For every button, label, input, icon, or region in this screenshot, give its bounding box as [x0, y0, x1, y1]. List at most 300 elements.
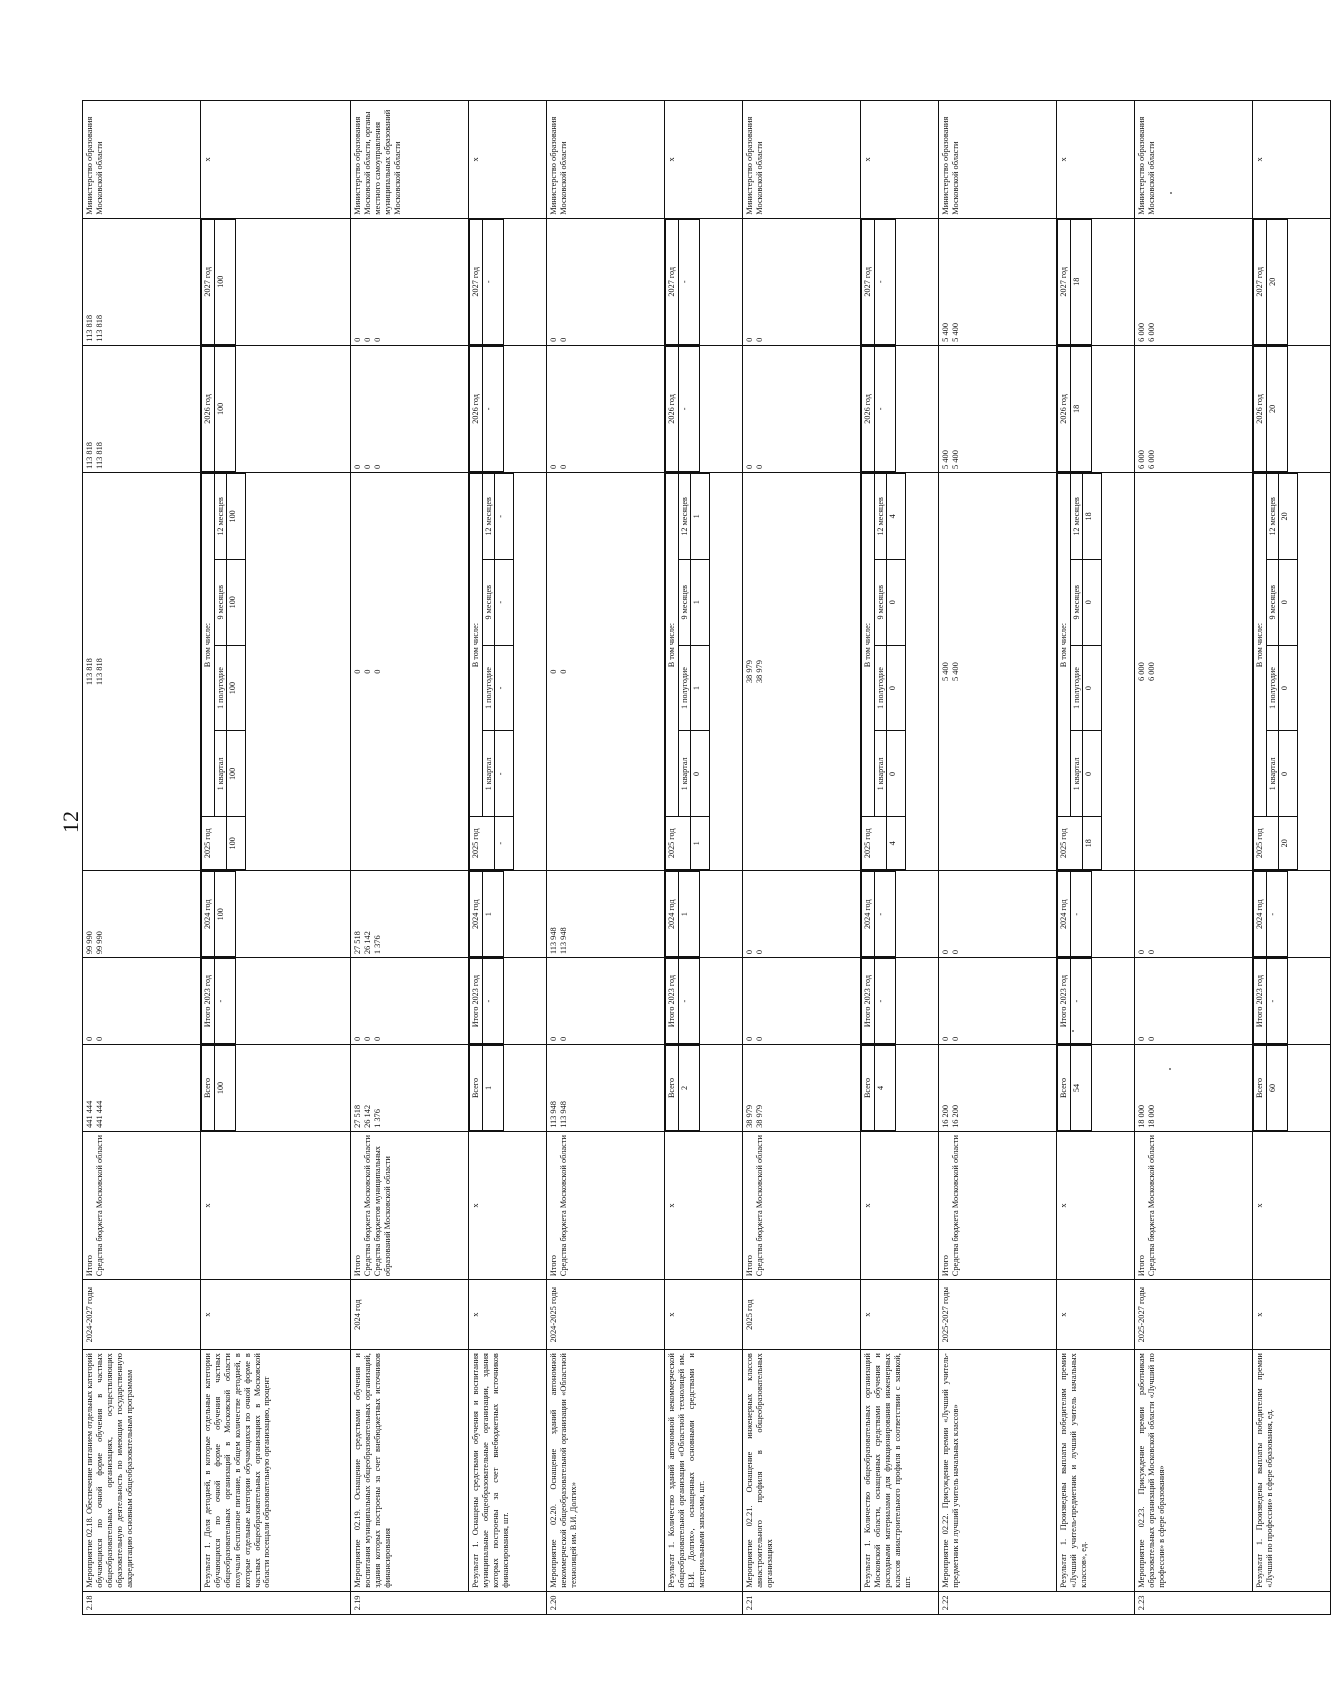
result-executor: х	[469, 101, 547, 219]
amount-2026-value-line: 0	[363, 464, 372, 469]
total-amount	[1135, 1045, 1253, 1132]
amount-2024-value-line: 99 990	[95, 931, 104, 955]
funding-source-item-line: Средства бюджета Московской области	[363, 1135, 372, 1277]
result-total-number: 54	[1070, 1046, 1091, 1131]
row-number: 2.20	[547, 1591, 743, 1614]
result-2023-val	[1070, 959, 1091, 1044]
amount-2023-value	[941, 961, 961, 1041]
amount-2024-value-line: 0	[951, 949, 960, 955]
result-2027-label: 2027 год	[1058, 219, 1071, 344]
result-source: х	[861, 1131, 939, 1279]
total-amount	[743, 1045, 861, 1132]
result-2024-inner	[665, 871, 700, 957]
result-2027	[1253, 218, 1331, 345]
quarter-value: 1	[691, 473, 710, 559]
v-tom-chisle-label: В том числе:	[1058, 473, 1071, 816]
result-2023-inner	[469, 958, 504, 1044]
result-2026-inner	[665, 346, 700, 472]
table-body	[83, 101, 1331, 1615]
v-tom-chisle-label: В том числе:	[666, 473, 679, 816]
quarter-value: -	[495, 731, 514, 817]
result-2027-number: -	[874, 219, 895, 344]
amount-2025-value	[1137, 476, 1157, 867]
result-total-val	[1070, 1046, 1091, 1131]
quarter-value: 0	[691, 731, 710, 817]
result-2024-label: 2024 год	[862, 872, 875, 957]
v-tom-chisle-label: В том числе:	[470, 473, 483, 816]
result-2027-head	[1058, 219, 1071, 344]
result-source: х	[469, 1131, 547, 1279]
quarter-value: -	[495, 645, 514, 731]
result-2024-label: 2024 год	[470, 872, 483, 957]
amount-2025-value-line: 6 000	[1147, 662, 1156, 682]
result-2026-label: 2026 год	[1254, 346, 1267, 471]
funding-source-item	[1137, 1135, 1157, 1276]
quarter-value: 100	[227, 559, 246, 645]
result-2023	[469, 958, 547, 1045]
result-2027-number: 100	[214, 219, 235, 344]
quarter-label: 9 месяцев	[874, 559, 887, 645]
amount-2023-value-line: 0	[95, 1036, 104, 1042]
v-tom-chisle-label: В том числе:	[202, 473, 215, 816]
result-2027	[861, 218, 939, 345]
quarter-value: 100	[227, 473, 246, 559]
quarter-labels-row	[1070, 473, 1083, 869]
amount-2027-value	[941, 222, 961, 342]
quarter-value: 20	[1279, 473, 1298, 559]
result-2027-head	[1254, 219, 1267, 344]
result-2026-head	[1254, 346, 1267, 471]
total-value-line: 113 948	[549, 1101, 558, 1128]
result-2024-label: 2024 год	[666, 872, 679, 957]
result-2024-val	[1070, 872, 1091, 957]
result-row	[1057, 101, 1135, 1615]
quarter-value: 1	[691, 645, 710, 731]
result-2027-label: 2027 год	[202, 219, 215, 344]
quarter-value: 0	[1083, 559, 1102, 645]
result-total-inner	[469, 1045, 504, 1131]
result-2027-label: 2027 год	[862, 219, 875, 344]
result-2023-head	[666, 959, 679, 1044]
funding-source-item-line: Средства бюджета Московской области	[95, 1135, 104, 1277]
amount-2024	[939, 871, 1057, 958]
result-2023	[1253, 958, 1331, 1045]
amount-2024-value	[353, 874, 383, 954]
amount-2026-value-line: 0	[755, 464, 764, 469]
quarter-value: 100	[227, 731, 246, 817]
result-2027-val	[1266, 219, 1287, 344]
result-2024-val	[482, 872, 503, 957]
result-2027-val	[678, 219, 699, 344]
result-2026-number: -	[678, 346, 699, 471]
result-2025-label: 2025 год	[862, 817, 887, 870]
result-2027-head	[666, 219, 679, 344]
funding-source-item-line: Итого	[745, 1255, 754, 1277]
result-name: Результат 1. Количество зданий автономной некоммерческой общеобразовательной организации «Областной технолицей им. В.И. Долгих», оснащенных основными средствами и материальными запасами, шт.	[665, 1350, 743, 1592]
amount-2023-value-line: 0	[1137, 1036, 1146, 1042]
result-executor: х	[665, 101, 743, 219]
quarter-label: 1 полугодие	[214, 645, 227, 731]
amount-2026-value-line: 0	[745, 464, 754, 469]
measure-period: 2024-2025 годы	[547, 1280, 665, 1350]
result-total-val	[1266, 1046, 1287, 1131]
result-2024-number: -	[1070, 872, 1091, 957]
result-total-val	[678, 1046, 699, 1131]
result-2024-inner	[1253, 871, 1288, 957]
funding-source-item-line: Средства бюджета Московской области	[559, 1135, 568, 1277]
amount-2027-value	[85, 222, 105, 342]
quarter-table	[201, 473, 246, 870]
result-2023-inner	[201, 958, 236, 1044]
quarter-value: 0	[1083, 645, 1102, 731]
quarter-label: 9 месяцев	[1266, 559, 1279, 645]
quarter-labels-row	[482, 473, 495, 869]
result-2027-label: 2027 год	[1254, 219, 1267, 344]
amount-2023-value-line: 0	[549, 1036, 558, 1042]
result-2023-val	[1266, 959, 1287, 1044]
result-2027-val	[214, 219, 235, 344]
result-row	[469, 101, 547, 1615]
result-2026-label: 2026 год	[470, 346, 483, 471]
total-value	[549, 1048, 569, 1128]
amount-2024-value-line: 26 142	[363, 931, 372, 955]
result-2023-head	[202, 959, 215, 1044]
result-2026-head	[862, 346, 875, 471]
quarter-head-row	[202, 473, 215, 869]
result-source: х	[1253, 1131, 1331, 1279]
amount-2026-value-line: 5 400	[951, 450, 960, 469]
funding-source-item-line: Средства бюджета Московской области	[951, 1135, 960, 1277]
result-2026-head	[1058, 346, 1071, 471]
quarter-labels-row	[678, 473, 691, 869]
quarter-value: 0	[887, 645, 906, 731]
page-number: 12	[58, 811, 83, 833]
amount-2023-value	[745, 961, 765, 1041]
result-2023-inner	[665, 958, 700, 1044]
result-2023-label: Итого 2023 год	[1058, 959, 1071, 1044]
amount-2024-value-line: 0	[941, 949, 950, 955]
quarter-value: -	[495, 473, 514, 559]
result-2023	[1057, 958, 1135, 1045]
result-2024-number: 100	[214, 872, 235, 957]
result-executor: х	[1057, 101, 1135, 219]
result-name: Результат 1. Оснащены средствами обучения и воспитания муниципальные общеобразовательные организации, здания которых построены за счет внебюджетных источников финансирования, шт.	[469, 1350, 547, 1592]
measure-period: 2024 год	[351, 1280, 469, 1350]
quarter-values-row	[495, 473, 514, 869]
total-value	[1137, 1048, 1157, 1128]
result-2026-number: 20	[1266, 346, 1287, 471]
result-2026-number: -	[482, 346, 503, 471]
funding-source-item-line: Итого	[353, 1255, 362, 1277]
result-2026-head	[666, 346, 679, 471]
result-2024-head	[202, 872, 215, 957]
quarter-label: 9 месяцев	[678, 559, 691, 645]
amount-2025-value-line: 5 400	[951, 662, 960, 682]
result-total-val	[874, 1046, 895, 1131]
amount-2027-value-line: 113 818	[95, 314, 104, 342]
amount-2027-value	[1137, 222, 1157, 342]
amount-2024-value-line: 1 376	[372, 935, 382, 955]
quarter-label: 1 полугодие	[1070, 645, 1083, 731]
amount-2025-value-line: 113 818	[85, 658, 94, 686]
amount-2025-value-line: 0	[559, 669, 568, 674]
funding-source-item	[941, 1135, 961, 1276]
result-2024	[201, 871, 351, 958]
result-source: х	[1057, 1131, 1135, 1279]
result-period: х	[201, 1280, 351, 1350]
result-2027-inner	[201, 219, 236, 345]
result-2023-label: Итого 2023 год	[470, 959, 483, 1044]
result-2027	[201, 218, 351, 345]
amount-2023-value	[549, 961, 569, 1041]
amount-2025	[1135, 472, 1253, 870]
quarter-head-row	[862, 473, 875, 869]
total-value-line: 16 200	[941, 1104, 950, 1128]
amount-2027	[83, 218, 201, 345]
result-2027-inner	[665, 219, 700, 345]
result-source: х	[201, 1131, 351, 1279]
amount-2025-value-line: 5 400	[941, 662, 950, 682]
total-value-line: 113 948	[559, 1101, 568, 1128]
result-total-number: 60	[1266, 1046, 1287, 1131]
amount-2024-value	[549, 874, 569, 954]
quarter-value: 0	[1279, 645, 1298, 731]
quarter-head-row	[666, 473, 679, 869]
quarter-table	[469, 473, 514, 870]
result-2026	[861, 345, 939, 472]
result-executor: х	[1253, 101, 1331, 219]
result-2026-inner	[1253, 346, 1288, 472]
result-name: Результат 1. Количество общеобразовательных организаций Московской области, оснащенных средствами обучения и расходными материалами для функционирования инженерных классов авиастроительного профиля в соответствии с заявкой, шт.	[861, 1350, 939, 1592]
executor: Министерство образования Московской области, органы местного самоуправления муниципальных образований Московской области	[351, 101, 469, 219]
result-2024-label: 2024 год	[1254, 872, 1267, 957]
amount-2027-value-line: 113 818	[85, 314, 94, 342]
result-total-label: Всего	[470, 1046, 483, 1131]
total-value	[353, 1048, 383, 1128]
amount-2026-value	[1137, 349, 1157, 469]
result-2027-inner	[861, 219, 896, 345]
result-total-head	[1058, 1046, 1071, 1131]
result-2025-number: 4	[887, 817, 906, 870]
amount-2027	[547, 218, 665, 345]
amount-2023-value-line: 0	[1147, 1036, 1156, 1042]
result-2026-number: -	[874, 346, 895, 471]
quarter-value: 0	[1083, 731, 1102, 817]
amount-2026-value-line: 0	[372, 464, 382, 469]
result-total-label: Всего	[666, 1046, 679, 1131]
result-2026-number: 18	[1070, 346, 1091, 471]
amount-2026-value	[549, 349, 569, 469]
result-total-label: Всего	[1058, 1046, 1071, 1131]
result-2026-label: 2026 год	[862, 346, 875, 471]
amount-2025-value-line: 38 979	[755, 660, 764, 684]
result-2023-inner	[861, 958, 896, 1044]
result-2025-label: 2025 год	[470, 817, 495, 870]
quarter-value: -	[495, 559, 514, 645]
quarter-head-row	[470, 473, 483, 869]
amount-2026	[1135, 345, 1253, 472]
result-2026	[469, 345, 547, 472]
quarter-label: 1 квартал	[214, 731, 227, 817]
result-2025-label: 2025 год	[666, 817, 691, 870]
result-2027-number: 18	[1070, 219, 1091, 344]
total-value	[941, 1048, 961, 1128]
funding-source	[547, 1131, 665, 1279]
result-2023-number: -	[214, 959, 235, 1044]
result-2024	[469, 871, 547, 958]
quarter-value: 0	[1279, 731, 1298, 817]
result-2026-val	[678, 346, 699, 471]
measure-period: 2024-2027 годы	[83, 1280, 201, 1350]
amount-2027-value	[353, 222, 383, 342]
result-total-inner	[665, 1045, 700, 1131]
funding-source-item-line: Итого	[1137, 1255, 1146, 1277]
total-value-line: 18 000	[1147, 1104, 1156, 1128]
result-2027-inner	[1253, 219, 1288, 345]
quarter-table	[1057, 473, 1102, 870]
amount-2027-value-line: 6 000	[1137, 322, 1146, 342]
executor: Министерство образования Московской области	[1135, 101, 1253, 219]
result-total-label: Всего	[862, 1046, 875, 1131]
result-2027-head	[202, 219, 215, 344]
result-2024-head	[470, 872, 483, 957]
amount-2025	[939, 472, 1057, 870]
result-2025	[665, 472, 743, 870]
amount-2027-value	[549, 222, 569, 342]
result-2026-val	[1266, 346, 1287, 471]
amount-2023-value-line: 0	[363, 1036, 372, 1042]
amount-2024-value-line: 0	[745, 949, 754, 955]
amount-2027-value-line: 0	[372, 337, 382, 342]
amount-2023-value-line: 0	[85, 1036, 94, 1042]
result-2024-val	[678, 872, 699, 957]
quarter-label: 12 месяцев	[678, 473, 691, 559]
amount-2024	[351, 871, 469, 958]
result-2024-val	[214, 872, 235, 957]
total-value	[745, 1048, 765, 1128]
amount-2025	[83, 472, 201, 870]
measure-name: Мероприятие 02.21. Оснащение инженерных классов авиастроительного профиля в общеобразовательных организациях	[743, 1350, 861, 1592]
result-2026-val	[482, 346, 503, 471]
quarter-label: 1 квартал	[1266, 731, 1279, 817]
amount-2024-value-line: 113 948	[549, 927, 558, 955]
amount-2026-value	[941, 349, 961, 469]
total-value-line: 18 000	[1137, 1104, 1146, 1128]
result-2026	[665, 345, 743, 472]
result-total	[1253, 1045, 1331, 1132]
funding-source-item-line: Итого	[85, 1255, 94, 1277]
result-2024	[665, 871, 743, 958]
rotated-table-container	[82, 100, 1290, 1615]
amount-2024	[83, 871, 201, 958]
result-2023-inner	[1253, 958, 1288, 1044]
result-2024	[861, 871, 939, 958]
v-tom-chisle-label: В том числе:	[1254, 473, 1267, 816]
measure-row	[939, 101, 1057, 1615]
amount-2023	[939, 958, 1057, 1045]
amount-2026	[743, 345, 861, 472]
amount-2024	[1135, 871, 1253, 958]
result-total-inner	[1253, 1045, 1288, 1131]
result-2025-number: -	[495, 817, 514, 870]
amount-2023-value	[1137, 961, 1157, 1041]
amount-2023	[351, 958, 469, 1045]
result-2024-val	[1266, 872, 1287, 957]
amount-2026-value-line: 113 818	[95, 442, 104, 469]
result-2025	[1253, 472, 1331, 870]
measure-row	[1135, 101, 1253, 1615]
result-source: х	[665, 1131, 743, 1279]
quarter-value: 100	[227, 645, 246, 731]
amount-2025-value-line: 6 000	[1137, 662, 1146, 682]
quarter-table	[861, 473, 906, 870]
result-2025-number: 1	[691, 817, 710, 870]
result-total	[201, 1045, 351, 1132]
amount-2026	[351, 345, 469, 472]
amount-2025	[351, 472, 469, 870]
result-2026-inner	[201, 346, 236, 472]
result-total-head	[470, 1046, 483, 1131]
amount-2025-value	[353, 476, 383, 867]
total-value-line: 38 979	[755, 1104, 764, 1128]
result-total	[861, 1045, 939, 1132]
amount-2025-value-line: 0	[353, 669, 362, 674]
measure-name: Мероприятие 02.20. Оснащение зданий автономной некоммерческой общеобразовательной организации «Областной технолицей им. В.И. Долгих»	[547, 1350, 665, 1592]
result-name: Результат 1. Произведены выплаты победителям премии «Лучший по профессии» в сфере образования, ед.	[1253, 1350, 1331, 1592]
result-2027	[469, 218, 547, 345]
amount-2027	[743, 218, 861, 345]
quarter-head-row	[1254, 473, 1267, 869]
amount-2025-value-line: 113 818	[95, 658, 104, 686]
result-2024-inner	[469, 871, 504, 957]
amount-2026-value-line: 0	[559, 464, 568, 469]
result-2027-val	[874, 219, 895, 344]
measure-name: Мероприятие 02.19. Оснащение средствами обучения и воспитания муниципальных общеобразовательных организаций, здания которых построены за счет внебюджетных источников финансирования	[351, 1350, 469, 1592]
result-total-number: 100	[214, 1046, 235, 1131]
result-2024-inner	[1057, 871, 1092, 957]
amount-2027-value-line: 0	[549, 337, 558, 342]
amount-2027	[351, 218, 469, 345]
result-2023-number: -	[678, 959, 699, 1044]
result-total-head	[1254, 1046, 1267, 1131]
quarter-label: 1 полугодие	[1266, 645, 1279, 731]
result-total-val	[482, 1046, 503, 1131]
result-2024	[1253, 871, 1331, 958]
result-total	[1057, 1045, 1135, 1132]
result-2026-label: 2026 год	[202, 346, 215, 471]
result-2024-number: -	[874, 872, 895, 957]
amount-2027-value-line: 5 400	[951, 322, 960, 342]
funding-source-item	[549, 1135, 569, 1276]
measure-name: Мероприятие 02.18. Обеспечение питанием отдельных категорий обучающихся по очной форме обучения в частных общеобразовательных организациях, осуществляющих образовательную деятельность по имеющим государственную аккредитацию основным общеобразовательным программам	[83, 1350, 201, 1592]
row-number: 2.19	[351, 1591, 547, 1614]
total-value-line: 38 979	[745, 1104, 754, 1128]
quarter-label: 12 месяцев	[874, 473, 887, 559]
quarter-label: 9 месяцев	[214, 559, 227, 645]
quarter-label: 1 квартал	[874, 731, 887, 817]
result-2023-val	[482, 959, 503, 1044]
result-executor: х	[861, 101, 939, 219]
amount-2027-value-line: 5 400	[941, 322, 950, 342]
amount-2025-value-line: 0	[549, 669, 558, 674]
executor: Министерство образования Московской области	[939, 101, 1057, 219]
result-2027-val	[1070, 219, 1091, 344]
result-2026-head	[470, 346, 483, 471]
amount-2026-value-line: 0	[353, 464, 362, 469]
measure-period: 2025-2027 годы	[939, 1280, 1057, 1350]
result-2025	[1057, 472, 1135, 870]
result-2026	[1057, 345, 1135, 472]
